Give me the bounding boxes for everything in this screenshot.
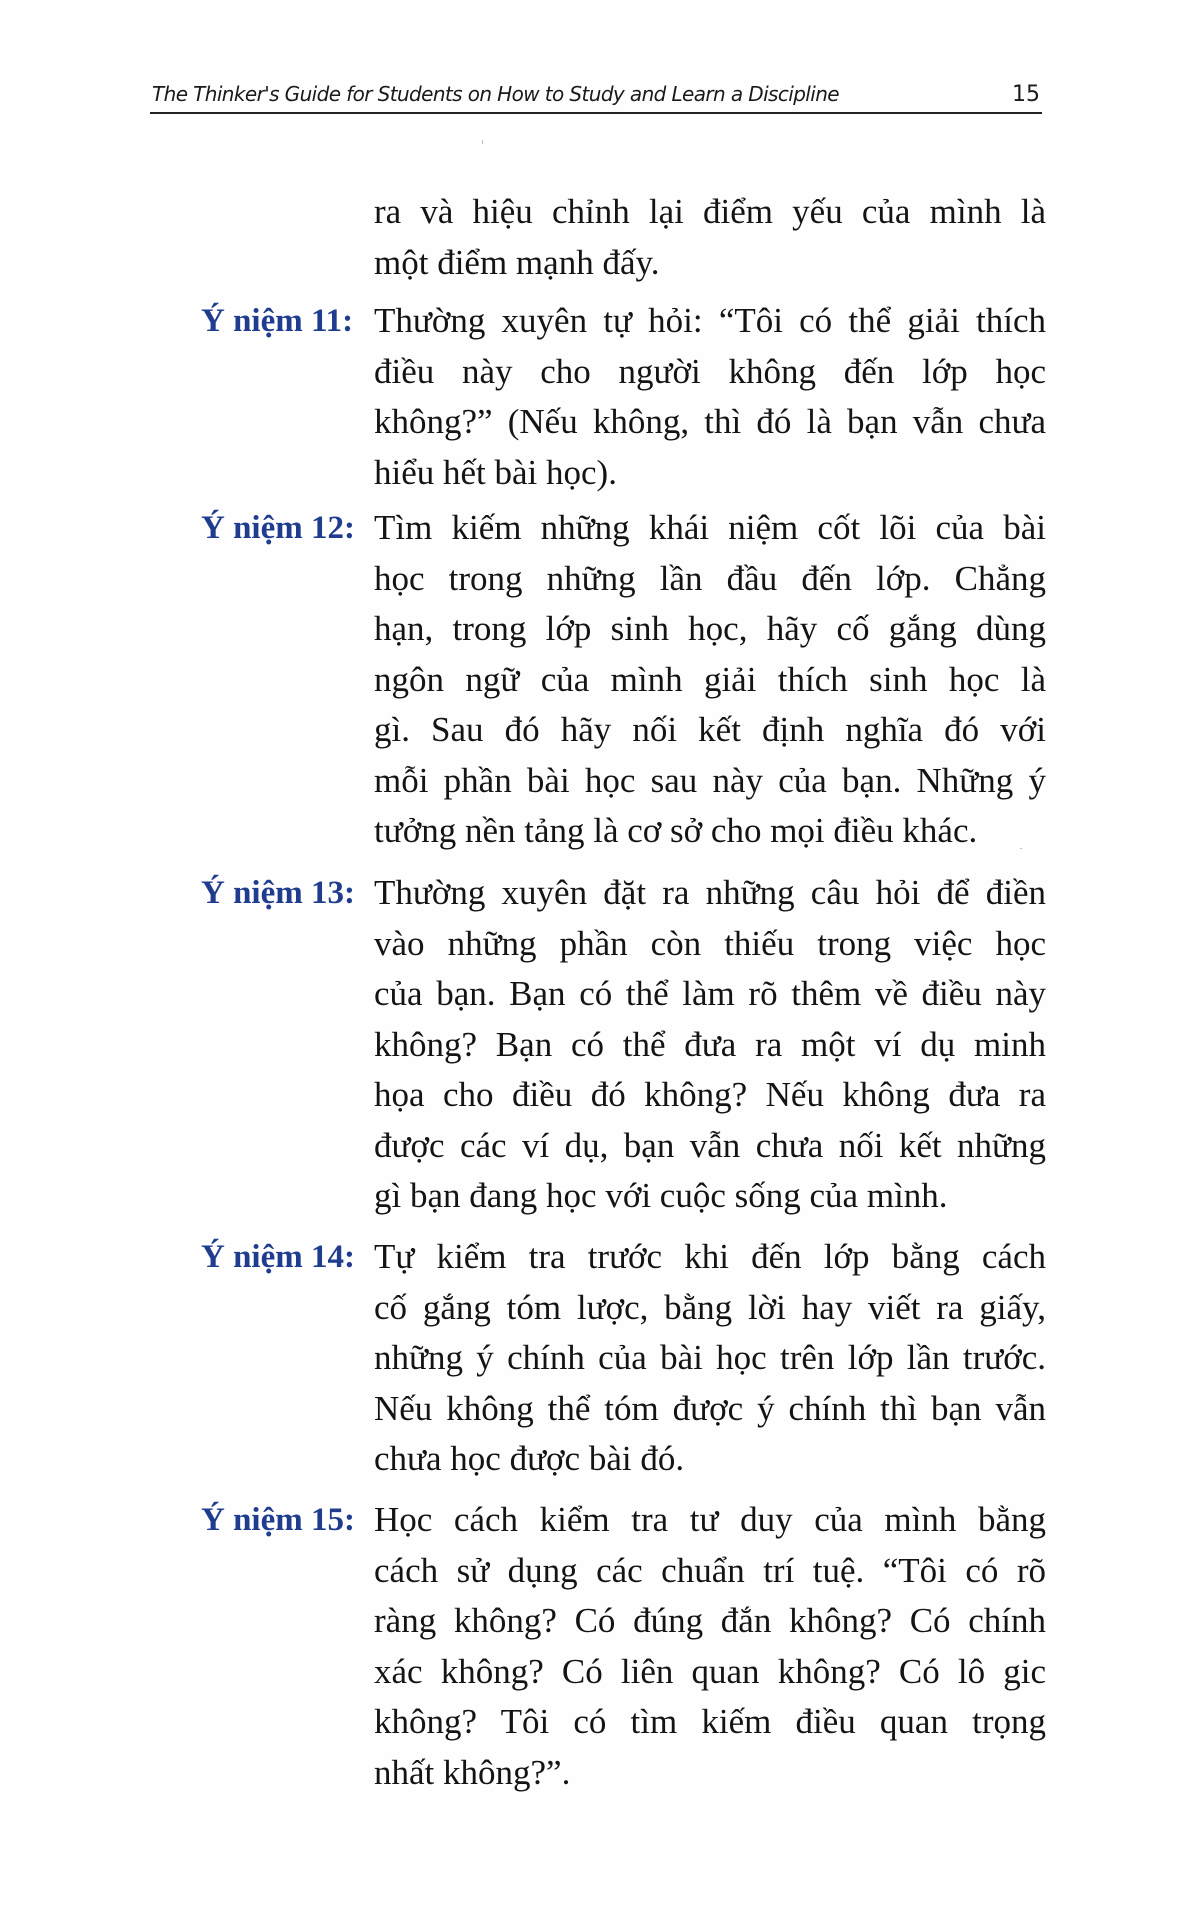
text-line: Nếu không thể tóm được ý chính thì bạn vẫn — [374, 1388, 1046, 1428]
text-line: nhất không?”. — [374, 1752, 571, 1792]
idea-body — [374, 1232, 1046, 1485]
text-line: điều này cho người không đến lớp học — [374, 351, 1046, 391]
text-line: cách sử dụng các chuẩn trí tuệ. “Tôi có rõ — [374, 1550, 1046, 1590]
idea-label: Ý niệm 13: — [201, 875, 355, 911]
text-line: của bạn. Bạn có thể làm rõ thêm về điều này — [374, 974, 1046, 1013]
text-line: Học cách kiểm tra tư duy của mình bằng — [374, 1500, 1046, 1539]
text-line: Tự kiểm tra trước khi đến lớp bằng cách — [374, 1237, 1046, 1276]
text-line: ra và hiệu chỉnh lại điểm yếu của mình là — [374, 192, 1046, 231]
text-line: không?” (Nếu không, thì đó là bạn vẫn chưa — [374, 402, 1046, 441]
text-line: chưa học được bài đó. — [374, 1439, 685, 1478]
text-line: ngôn ngữ của mình giải thích sinh học là — [374, 659, 1046, 699]
idea-body — [374, 296, 1046, 498]
text-line: học trong những lần đầu đến lớp. Chẳng — [374, 558, 1046, 598]
text-line: gì. Sau đó hãy nối kết định nghĩa đó với — [374, 710, 1046, 749]
text-line: hạn, trong lớp sinh học, hãy cố gắng dùng — [374, 609, 1046, 648]
text-line: Tìm kiếm những khái niệm cốt lõi của bài — [374, 508, 1046, 547]
idea-body — [374, 1495, 1046, 1798]
scan-speck — [482, 140, 483, 144]
text-line: được các ví dụ, bạn vẫn chưa nối kết những — [374, 1125, 1046, 1165]
text-line: mỗi phần bài học sau này của bạn. Những ý — [374, 760, 1046, 800]
running-head — [150, 82, 1042, 112]
idea-body — [374, 868, 1046, 1222]
text-line: Thường xuyên đặt ra những câu hỏi để điền — [374, 873, 1046, 912]
idea-label: Ý niệm 11: — [201, 303, 354, 339]
page-number: 15 — [1012, 82, 1040, 107]
text-line: hiểu hết bài học). — [374, 452, 617, 492]
text-line: họa cho điều đó không? Nếu không đưa ra — [374, 1075, 1046, 1114]
idea-label: Ý niệm 12: — [201, 510, 355, 546]
paragraph-body — [374, 187, 1046, 288]
text-line: không? Bạn có thể đưa ra một ví dụ minh — [374, 1024, 1046, 1064]
text-line: cố gắng tóm lược, bằng lời hay viết ra giấy, — [374, 1287, 1046, 1327]
text-line: những ý chính của bài học trên lớp lần trước. — [374, 1338, 1046, 1377]
text-line: gì bạn đang học với cuộc sống của mình. — [374, 1176, 948, 1215]
text-line: ràng không? Có đúng đắn không? Có chính — [374, 1601, 1046, 1640]
book-title: The Thinker's Guide for Students on How to Study and Learn a Discipline — [152, 82, 839, 106]
text-line: tưởng nền tảng là cơ sở cho mọi điều khác. — [374, 811, 978, 850]
idea-body — [374, 503, 1046, 857]
idea-label: Ý niệm 15: — [201, 1502, 355, 1538]
text-line: xác không? Có liên quan không? Có lô gic — [374, 1651, 1046, 1691]
header-rule — [150, 112, 1042, 114]
text-line: Thường xuyên tự hỏi: “Tôi có thể giải thích — [374, 301, 1046, 340]
text-line: không? Tôi có tìm kiếm điều quan trọng — [374, 1702, 1046, 1741]
scan-speck — [1020, 848, 1022, 849]
text-line: vào những phần còn thiếu trong việc học — [374, 923, 1046, 963]
idea-label: Ý niệm 14: — [201, 1239, 355, 1275]
text-line: một điểm mạnh đấy. — [374, 242, 660, 282]
